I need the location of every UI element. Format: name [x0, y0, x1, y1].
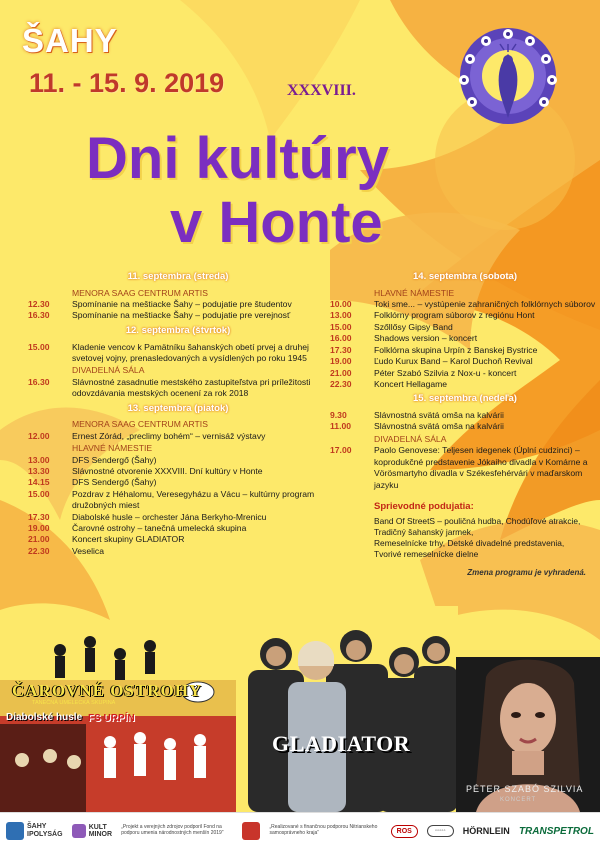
event-row — [330, 356, 600, 367]
event-row — [28, 546, 328, 557]
venue-label: DIVADELNÁ SÁLA — [72, 365, 145, 376]
event-row — [330, 310, 600, 321]
event-row — [330, 379, 600, 390]
hornlein-logo: HÖRNLEIN — [462, 826, 510, 836]
day-heading: 15. septembra (nedeľa) — [413, 393, 517, 405]
event-description: DFS Sendergő (Šahy) — [72, 477, 157, 488]
event-time: 16.30 — [28, 376, 50, 387]
gladiator-logo-text: GLADIATOR — [272, 731, 411, 756]
festival-dates: 11. - 15. 9. 2019 — [29, 68, 225, 98]
event-description: Diabolské husle – orchester Jána Berkyho-Mrenicu — [72, 511, 267, 522]
event-description: Péter Szabó Szilvia z Nox-u - koncert — [374, 367, 517, 378]
sahy-logo — [6, 822, 63, 840]
event-row — [28, 523, 328, 534]
event-description: Szőllősy Gipsy Band — [374, 321, 453, 332]
event-row — [28, 299, 328, 310]
event-row — [28, 466, 328, 477]
day-heading: 14. septembra (sobota) — [413, 271, 517, 282]
event-row — [330, 345, 600, 356]
city-name: ŠAHY — [22, 22, 118, 59]
program-right-column — [330, 268, 600, 579]
event-description: Spomínanie na meštiacke Šahy – podujatie pre verejnosť — [72, 310, 291, 321]
event-row — [330, 421, 600, 432]
day-heading: 12. septembra (štvrtok) — [125, 324, 231, 336]
event-time: 21.00 — [28, 534, 50, 545]
event-time: 17.30 — [330, 344, 352, 355]
event-description: Slávnostné otvorenie XXXVIII. Dní kultúry v Honte — [72, 465, 263, 476]
event-description: Ernest Zórád, „preclimy bohém“ – vernisáž výstavy — [72, 430, 266, 441]
event-description: Koncert skupiny GLADIATOR — [72, 534, 185, 545]
event-description: Spomínanie na meštiacke Šahy – podujatie pre študentov — [72, 299, 292, 310]
venue-label: MENORA SAAG CENTRUM ARTIS — [72, 419, 208, 430]
peacock-emblem-icon — [448, 14, 568, 132]
carovne-ostrohy-subtitle: TANEČNÁ UMELECKÁ SKUPINA — [32, 700, 116, 706]
event-time: 11.00 — [330, 421, 352, 432]
diabolske-husle-label: Diabolské husle — [6, 712, 83, 723]
transpetrol-logo: TRANSPETROL — [518, 825, 594, 837]
sahy-logo-line1: ŠAHY — [27, 823, 47, 831]
event-row — [28, 489, 328, 512]
event-time: 17.30 — [28, 511, 50, 522]
oval-sponsor-logo: ◦◦◦◦◦ — [427, 825, 454, 837]
fund-support-text: „Projekt a verejných zdrojov podporil Fond na podporu umenia národnostných menšín 2019“ — [121, 824, 224, 836]
venue-label: DIVADELNÁ SÁLA — [374, 433, 447, 444]
event-row — [28, 342, 328, 365]
nitra-region-crest-icon — [242, 822, 260, 840]
singer-name-caption: PÉTER SZABÓ SZILVIA — [466, 784, 584, 794]
event-time: 15.00 — [28, 341, 50, 352]
event-time: 17.00 — [330, 445, 352, 456]
event-row — [28, 310, 328, 321]
event-time: 15.00 — [330, 321, 352, 332]
event-row — [28, 431, 328, 442]
sahy-logo-line2: IPOLYSÁG — [27, 831, 63, 838]
event-row — [28, 512, 328, 523]
event-row — [330, 322, 600, 333]
event-description: Folklórna skupina Urpín z Banskej Bystrice — [374, 344, 538, 355]
event-time: 13.00 — [28, 454, 50, 465]
event-description: Pozdrav z Héhalomu, Veresegyházu a Vácu – kultúrny program družobných miest — [72, 488, 315, 511]
ros-logo: ROS — [391, 825, 418, 838]
fs-urpin-label: FS URPÍN — [88, 713, 135, 724]
main-title-line2: v Honte — [170, 190, 383, 255]
accompanying-event-line: Tradičný šahanský jarmek, — [374, 526, 474, 537]
venue-label: HLAVNÉ NÁMESTIE — [72, 443, 153, 454]
accompanying-events-title: Sprievodné podujatia: — [374, 501, 474, 512]
sahy-coat-of-arms-icon — [6, 822, 24, 840]
event-row — [330, 445, 600, 491]
event-description: Slávnostná svätá omša na kalvárii — [374, 410, 504, 421]
event-time: 22.30 — [28, 545, 50, 556]
kult-minor-logo — [72, 824, 112, 839]
event-description: Toki sme... – vystúpenie zahraničných folklórnych súborov — [374, 299, 596, 310]
event-description: Paolo Genovese: Teljesen idegenek (Úplní cudzinci) – koprodukčné predstavenie Jókaiho divadla v Komárne a Vörösmartyho divadla v Székesfehérvári v maďarskom jazyku — [374, 445, 588, 490]
event-time: 14.15 — [28, 477, 50, 488]
event-row — [28, 477, 328, 488]
event-description: DFS Sendergő (Šahy) — [72, 454, 157, 465]
event-row — [330, 299, 600, 310]
event-time: 16.30 — [28, 310, 50, 321]
event-description: Čarovné ostrohy – tanečná umelecká skupina — [72, 523, 247, 534]
event-description: Kladenie vencov k Pamätníku šahanských obetí prvej a druhej svetovej vojny, prenasledovaných a vysídlených po roku 1945 — [72, 341, 309, 363]
event-row — [28, 377, 328, 400]
event-time: 19.00 — [330, 356, 352, 367]
event-time: 22.30 — [330, 379, 352, 389]
gladiator-band-photo — [236, 606, 458, 812]
event-time: 19.00 — [28, 523, 50, 534]
edition-number: XXXVIII. — [287, 82, 356, 99]
event-time: 13.30 — [28, 465, 50, 476]
event-time: 12.30 — [28, 299, 50, 310]
carovne-ostrohy-logo: ČAROVNÉ OSTROHY — [12, 681, 203, 700]
event-row — [330, 410, 600, 421]
event-time: 15.00 — [28, 488, 50, 499]
event-time: 21.00 — [330, 367, 352, 378]
event-time: 13.00 — [330, 310, 352, 321]
event-row — [330, 333, 600, 344]
event-description: Slávnostná svätá omša na kalvárii — [374, 421, 504, 432]
event-description: Veselica — [72, 545, 105, 556]
event-row — [28, 455, 328, 466]
event-time: 12.00 — [28, 430, 50, 441]
kult-minor-line1: KULT — [88, 823, 107, 831]
accompanying-event-line: Remeselnícke trhy, Detské divadelné predstavenia, — [374, 537, 565, 548]
venue-label: MENORA SAAG CENTRUM ARTIS — [72, 287, 208, 298]
day-heading: 13. septembra (piatok) — [127, 402, 229, 414]
kult-minor-grid-icon — [72, 824, 86, 838]
event-row — [28, 534, 328, 545]
kult-minor-line2: MINOR — [88, 831, 113, 838]
main-title-line1: Dni kultúry — [86, 126, 389, 191]
event-description: Folklórny program súborov z regiónu Hont — [374, 310, 535, 321]
event-description: Slávnostné zasadnutie mestského zastupiteľstva pri príležitosti odovzdávania mestských ocenení za rok 2018 — [72, 376, 311, 399]
event-row — [330, 368, 600, 379]
event-description: Shadows version – koncert — [374, 333, 478, 344]
sponsors-footer — [0, 812, 600, 849]
nitra-support-text: „Realizované s finančnou podporou Nitrianskeho samosprávneho kraja“ — [269, 824, 378, 836]
program-change-note: Zmena programu je vyhradená. — [467, 568, 586, 578]
event-time: 10.00 — [330, 299, 352, 310]
event-time: 9.30 — [330, 410, 347, 421]
venue-label: HLAVNÉ NÁMESTIE — [374, 287, 455, 298]
program-left-column — [28, 268, 328, 557]
accompanying-event-line: Band Of StreetS – pouličná hudba, Chodúľové atrakcie, — [374, 515, 581, 526]
event-time: 16.00 — [330, 333, 352, 344]
event-description: Ľudo Kurux Band – Karol Duchoň Revival — [374, 356, 533, 367]
day-heading: 11. septembra (streda) — [127, 271, 229, 282]
accompanying-event-line: Tvorivé remeselnícke dielne — [374, 549, 479, 560]
singer-concert-caption: KONCERT — [500, 797, 537, 803]
event-description: Koncert Hellagame — [374, 379, 448, 389]
